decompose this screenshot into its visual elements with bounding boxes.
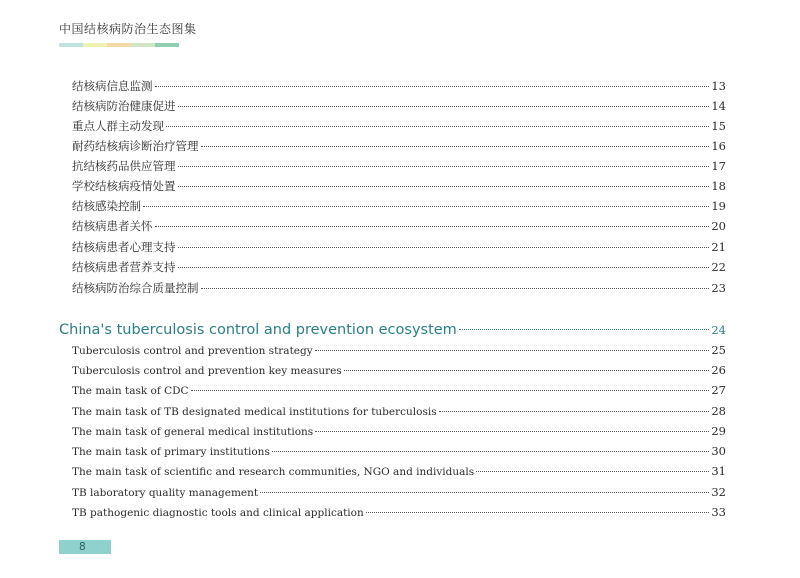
- dot-leader: [155, 86, 710, 87]
- dot-leader: [143, 206, 709, 207]
- dot-leader: [178, 267, 710, 268]
- toc-entry[interactable]: [72, 363, 726, 378]
- toc-entry[interactable]: [72, 485, 726, 500]
- toc-entry-page: 23: [711, 281, 726, 295]
- color-strip-segment: [131, 43, 155, 47]
- toc-entry-title: 学校结核病疫情处置: [72, 179, 176, 193]
- color-strip-segment: [59, 43, 83, 47]
- dot-leader: [191, 390, 710, 391]
- toc-entry-title: 结核病防治健康促进: [72, 99, 176, 113]
- dot-leader: [178, 247, 710, 248]
- toc-entry[interactable]: [72, 119, 726, 133]
- toc-entry-page: 29: [711, 424, 726, 438]
- dot-leader: [476, 471, 709, 472]
- dot-leader: [201, 146, 710, 147]
- toc-entry-title: The main task of TB designated medical institutions for tuberculosis: [72, 406, 437, 418]
- dot-leader: [178, 106, 710, 107]
- toc-entry-title: Tuberculosis control and prevention strategy: [72, 345, 313, 357]
- dot-leader: [344, 370, 710, 371]
- toc-entry-title: The main task of general medical institutions: [72, 426, 314, 438]
- dot-leader: [315, 431, 709, 432]
- toc-entry[interactable]: [72, 383, 726, 398]
- dot-leader: [315, 350, 710, 351]
- toc-entry-page: 32: [711, 485, 726, 499]
- running-header-title: 中国结核病防治生态图集: [59, 22, 197, 36]
- toc-entry-title: 结核病患者营养支持: [72, 260, 176, 274]
- section-heading-title: China's tuberculosis control and prevention ecosystem: [59, 322, 457, 338]
- dot-leader: [155, 226, 710, 227]
- dot-leader: [201, 288, 710, 289]
- toc-entry-page: 25: [711, 343, 726, 357]
- toc-entry-page: 19: [711, 199, 726, 213]
- toc-entry-title: The main task of primary institutions: [72, 446, 270, 458]
- toc-entry-page: 21: [711, 240, 726, 254]
- toc-entry[interactable]: [72, 240, 726, 254]
- toc-entry-page: 14: [711, 99, 726, 113]
- toc-entry[interactable]: [72, 404, 726, 419]
- dot-leader: [166, 126, 709, 127]
- toc-entry-title: Tuberculosis control and prevention key measures: [72, 365, 342, 377]
- toc-entry-page: 20: [711, 219, 726, 233]
- toc-entry[interactable]: [72, 99, 726, 113]
- toc-entry-page: 13: [711, 79, 726, 93]
- toc-entry-title: 结核病信息监测: [72, 79, 153, 93]
- toc-entry[interactable]: [72, 424, 726, 439]
- toc-entry[interactable]: [72, 79, 726, 93]
- toc-entry[interactable]: [72, 444, 726, 459]
- toc-entry[interactable]: [72, 199, 726, 213]
- toc-entry-page: 26: [711, 363, 726, 377]
- toc-entry-title: TB laboratory quality management: [72, 487, 259, 499]
- toc-entry-title: 抗结核药品供应管理: [72, 159, 176, 173]
- toc-entry-page: 27: [711, 383, 726, 397]
- section-heading-entry[interactable]: [59, 322, 726, 338]
- dot-leader: [459, 329, 710, 330]
- toc-entry[interactable]: [72, 179, 726, 193]
- toc-entry[interactable]: [72, 139, 726, 153]
- page-number-badge: [59, 540, 111, 554]
- toc-entry-title: The main task of CDC: [72, 385, 189, 397]
- toc-entry-page: 17: [711, 159, 726, 173]
- color-strip-segment: [155, 43, 179, 47]
- toc-entry-title: 结核病防治综合质量控制: [72, 281, 199, 295]
- toc-entry-page: 28: [711, 404, 726, 418]
- toc-entry[interactable]: [72, 159, 726, 173]
- toc-entry-page: 15: [711, 119, 726, 133]
- toc-entry-title: 结核病患者心理支持: [72, 240, 176, 254]
- dot-leader: [260, 492, 709, 493]
- toc-entry-page: 22: [711, 260, 726, 274]
- dot-leader: [178, 186, 710, 187]
- color-strip-segment: [107, 43, 131, 47]
- page-number: 8: [79, 541, 86, 553]
- dot-leader: [366, 512, 710, 513]
- color-strip-segment: [83, 43, 107, 47]
- toc-entry-title: 结核感染控制: [72, 199, 141, 213]
- toc-entry-title: 结核病患者关怀: [72, 219, 153, 233]
- toc-entry-title: 重点人群主动发现: [72, 119, 164, 133]
- toc-entry[interactable]: [72, 260, 726, 274]
- toc-entry-page: 16: [711, 139, 726, 153]
- toc-entry[interactable]: [72, 505, 726, 520]
- toc-entry-page: 30: [711, 444, 726, 458]
- dot-leader: [272, 451, 710, 452]
- header-color-strip: [59, 43, 179, 47]
- toc-entry[interactable]: [72, 343, 726, 358]
- dot-leader: [439, 411, 710, 412]
- toc-entry-title: TB pathogenic diagnostic tools and clinical application: [72, 507, 364, 519]
- dot-leader: [178, 166, 710, 167]
- section-heading-page: 24: [711, 323, 726, 337]
- toc-entry-title: 耐药结核病诊断治疗管理: [72, 139, 199, 153]
- toc-entry-title: The main task of scientific and research communities, NGO and individuals: [72, 466, 475, 478]
- toc-entry[interactable]: [72, 281, 726, 295]
- toc-entry[interactable]: [72, 464, 726, 479]
- toc-entry-page: 18: [711, 179, 726, 193]
- toc-entry-page: 33: [711, 505, 726, 519]
- toc-entry[interactable]: [72, 219, 726, 233]
- toc-entry-page: 31: [711, 464, 726, 478]
